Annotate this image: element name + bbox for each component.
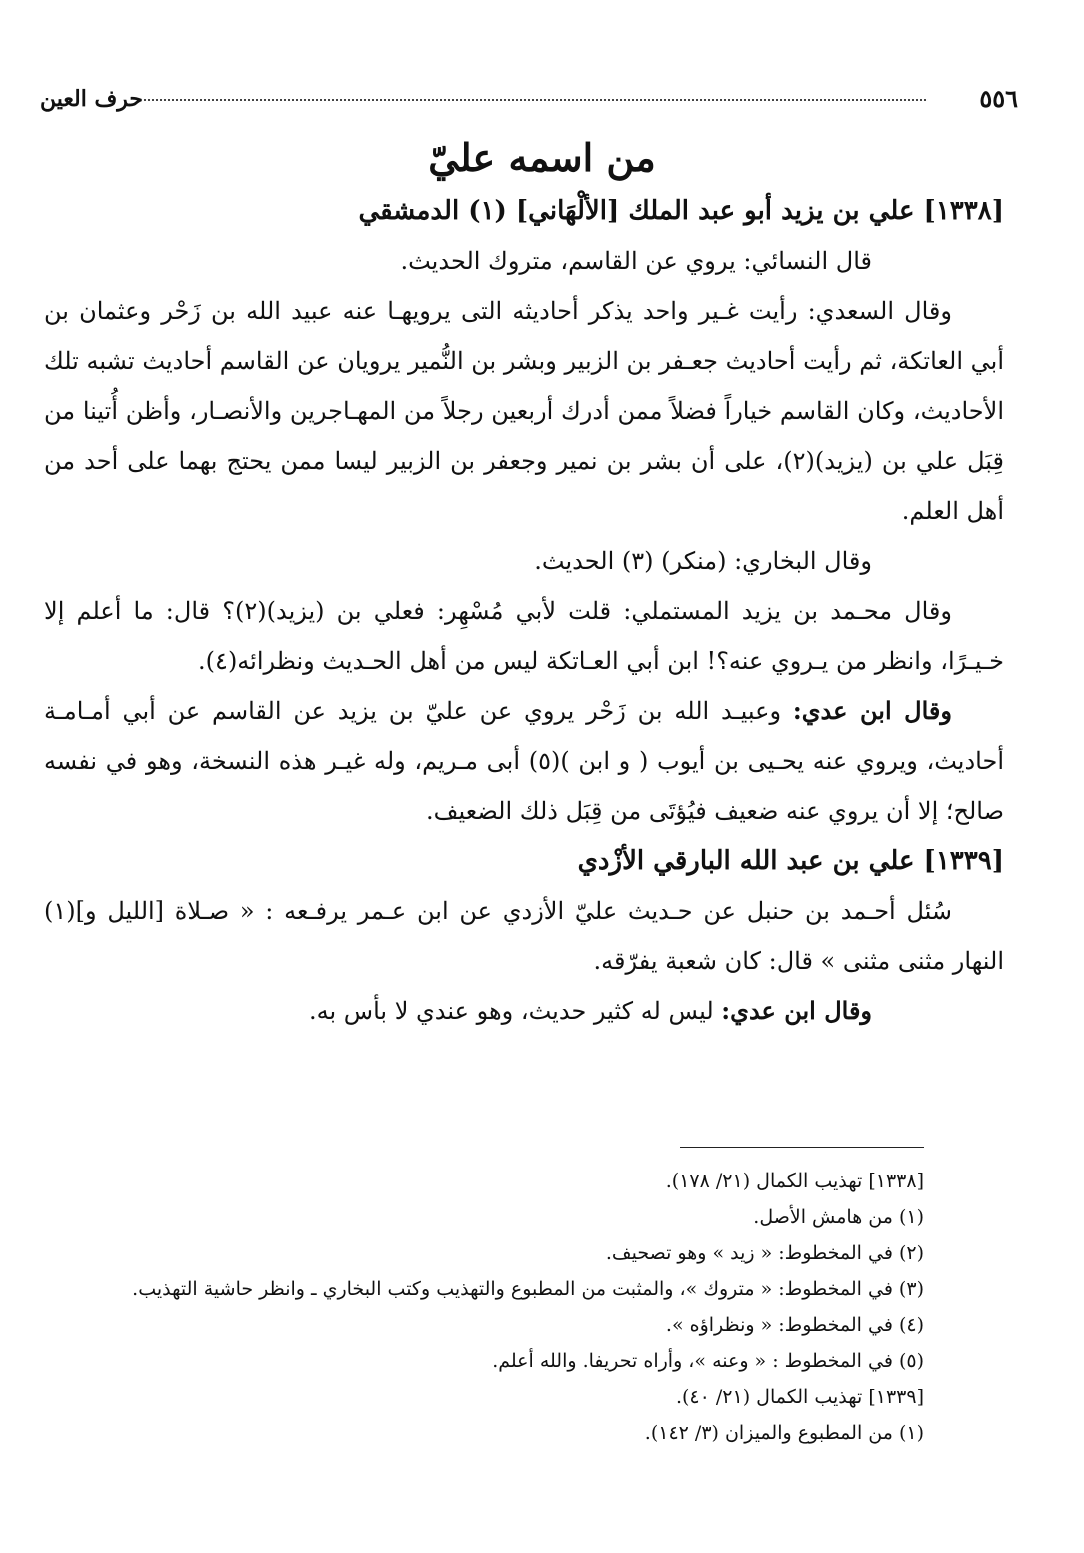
entry-1339 — [44, 836, 1004, 1036]
paragraph-text: قال النسائي: يروي عن القاسم، متروك الحديث. — [400, 247, 872, 275]
footnote: (٣) في المخطوط: « متروك »، والمثبت من المطبوع والتهذيب وكتب البخاري ـ وانظر حاشية التهذيب. — [132, 1278, 924, 1300]
footnote: (٢) في المخطوط: « زيد » وهو تصحيف. — [605, 1242, 924, 1264]
paragraph-text: سُئل أحـمد بن حنبل عن حـديث عليّ الأزدي عن ابن عـمر يرفـعه : « صـلاة [الليل و](١) النهار مثنى مثنى » قال: كان شعبة يفرّقه. — [44, 897, 1004, 975]
running-head — [40, 86, 1018, 112]
paragraph — [44, 536, 924, 586]
chapter-title: من اسمه عليّ — [428, 135, 656, 180]
paragraph — [44, 886, 1004, 986]
footnote: [١٣٣٨] تهذيب الكمال (٢١/ ١٧٨). — [665, 1170, 924, 1192]
entry-1338 — [44, 186, 1005, 836]
paragraph-text: ليس له كثير حديث، وهو عندي لا بأس به. — [308, 997, 714, 1025]
footnote: (١) من هامش الأصل. — [753, 1206, 924, 1228]
entry-heading: [١٣٣٩] علي بن عبد الله البارقي الأزْدي — [577, 846, 1004, 876]
footnote: (١) من المطبوع والميزان (٣/ ١٤٢). — [644, 1422, 924, 1444]
footnote: (٥) في المخطوط : « وعنه »، وأراه تحريفا. والله أعلم. — [492, 1350, 924, 1372]
paragraph — [44, 986, 924, 1036]
paragraph-speaker: وقال ابن عدي: — [792, 696, 952, 725]
paragraph — [44, 686, 1004, 836]
paragraph-text: وعبيـد الله بن زَحْر يروي عن عليّ بن يزيد عن القاسم عن أبي أمـامـة أحاديث، ويروي عنه يحـيى بن أيوب ( و ابن )(٥) أبى مـريم، وله غيـر هذه النسخة، وهو في نفسه صالح؛ إلا أن يروي عنه ضعيف فيُؤتَى من قِبَل ذلك الضعيف. — [44, 697, 1004, 825]
main-text — [44, 186, 1005, 1036]
header-dotted-rule — [144, 99, 926, 101]
footnote: (٤) في المخطوط: « ونظراؤه ». — [665, 1314, 924, 1336]
footnotes — [44, 1163, 924, 1451]
paragraph — [44, 586, 1004, 686]
footnote: [١٣٣٩] تهذيب الكمال (٢١/ ٤٠). — [675, 1386, 924, 1408]
running-head-title: حرف العين — [40, 86, 144, 112]
footnote-separator — [680, 1147, 924, 1148]
entry-heading: [١٣٣٨] علي بن يزيد أبو عبد الملك [الألْهَاني] (١) الدمشقي — [358, 196, 1004, 226]
page-number: ٥٥٦ — [979, 84, 1018, 113]
paragraph-text: وقال البخاري: (منكر) (٣) الحديث. — [534, 547, 872, 575]
paragraph-text: وقال السعدي: رأيت غـير واحد يذكر أحاديثه التى يرويهـا عنه عبيد الله بن زَحْر وعثمان بن أبي العاتكة، ثم رأيت أحاديث جعـفر بن الزبير وبشر بن النُّمير يرويان عن القاسم أحاديث تشبه تلك الأحاديث، وكان القاسم خياراً فضلاً ممن أدرك أربعين رجلاً من المهـاجرين والأنصـار، وأظن أُتينا من قِبَل علي بن (يزيد)(٢)، على أن بشر بن نمير وجعفر بن الزبير ليسا ممن يحتج بهما على أحد من أهل العلم. — [44, 297, 1005, 525]
paragraph — [44, 286, 1004, 536]
paragraph — [44, 236, 924, 286]
paragraph-speaker: وقال ابن عدي: — [721, 996, 872, 1025]
paragraph-text: وقال محـمد بن يزيد المستملي: قلت لأبي مُسْهِر: فعلي بن (يزيد)(٢)؟ قال: ما أعلم إلا خـيـرًا، وانظر من يـروي عنه؟! ابن أبي العـاتكة ليس من أهل الحـديث ونظرائه(٤). — [44, 597, 1004, 675]
